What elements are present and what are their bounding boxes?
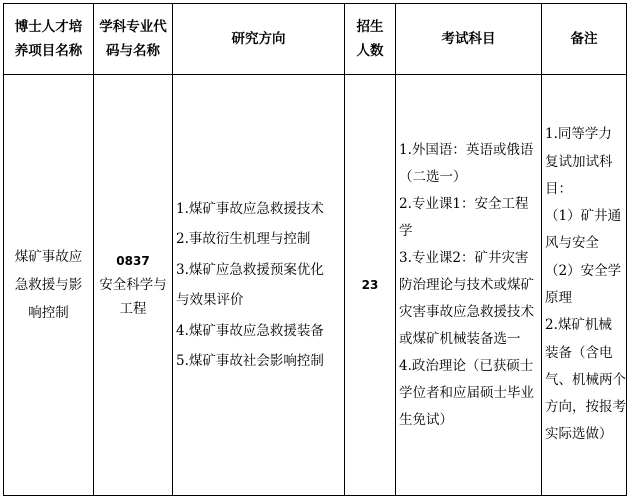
subject-code: 0837 bbox=[116, 254, 150, 268]
enrollment-count: 23 bbox=[361, 278, 379, 292]
header-remarks: 备注 bbox=[542, 4, 627, 75]
remark-item: 目： bbox=[545, 180, 572, 197]
remark-item: 2.煤矿机械 bbox=[545, 317, 612, 334]
exam-item: （二选一） bbox=[399, 168, 467, 185]
exam-subjects-cell bbox=[396, 75, 542, 496]
remark-item: 原理 bbox=[545, 290, 572, 306]
remarks-cell bbox=[542, 75, 627, 496]
research-directions-cell bbox=[173, 75, 345, 496]
direction-item: 2.事故衍生机理与控制 bbox=[176, 231, 311, 247]
exam-item: 3.专业课2：矿井灾害 bbox=[399, 249, 529, 266]
direction-item: 5.煤矿事故社会影响控制 bbox=[176, 353, 324, 369]
header-research-direction: 研究方向 bbox=[173, 4, 345, 75]
exam-item: 学位者和应届硕士毕业 bbox=[399, 384, 534, 401]
exam-item: 防治理论与技术或煤矿 bbox=[399, 276, 534, 293]
enrollment-cell bbox=[345, 75, 396, 496]
subject-cell: 0837 安全科学与 工程 bbox=[94, 75, 173, 496]
exam-item: 1.外国语：英语或俄语 bbox=[399, 141, 534, 158]
exam-item: 2.专业课1：安全工程 bbox=[399, 195, 529, 212]
header-row bbox=[4, 4, 627, 75]
project-name-cell: 煤矿事故应 急救援与影 响控制 bbox=[4, 75, 94, 496]
exam-item: 学 bbox=[399, 222, 413, 239]
remark-item: 1.同等学力 bbox=[545, 126, 612, 143]
table-row bbox=[4, 75, 627, 496]
remark-item: 气、机械两个 bbox=[545, 371, 626, 388]
exam-item: 灾害事故应急救援技术 bbox=[399, 303, 534, 320]
direction-item: 4.煤矿事故应急救援装备 bbox=[176, 322, 324, 339]
direction-item: 3.煤矿应急救援预案优化 bbox=[176, 261, 324, 278]
remark-item: 实际选做） bbox=[545, 426, 613, 443]
direction-item: 1.煤矿事故应急救援技术 bbox=[176, 200, 324, 217]
exam-item: 生免试） bbox=[399, 411, 453, 428]
remark-item: （2）安全学 bbox=[545, 262, 622, 279]
exam-item: 或煤矿机械装备选一 bbox=[399, 330, 521, 347]
direction-item: 与效果评价 bbox=[176, 292, 244, 308]
remark-item: 装备（含电 bbox=[545, 344, 613, 361]
header-subject-code-name: 学科专业代 码与名称 bbox=[94, 4, 173, 75]
doctoral-program-table bbox=[3, 3, 627, 496]
header-project-name: 博士人才培 养项目名称 bbox=[4, 4, 94, 75]
header-exam-subjects: 考试科目 bbox=[396, 4, 542, 75]
subject-name: 安全科学与 bbox=[99, 277, 167, 293]
remark-item: （1）矿井通 bbox=[545, 208, 622, 225]
remark-item: 风与安全 bbox=[545, 235, 599, 252]
exam-item: 4.政治理论（已获硕士 bbox=[399, 357, 534, 374]
remark-item: 方向，按报考 bbox=[545, 399, 626, 416]
header-enrollment: 招生 人数 bbox=[345, 4, 396, 75]
remark-item: 复试加试科 bbox=[545, 153, 613, 170]
